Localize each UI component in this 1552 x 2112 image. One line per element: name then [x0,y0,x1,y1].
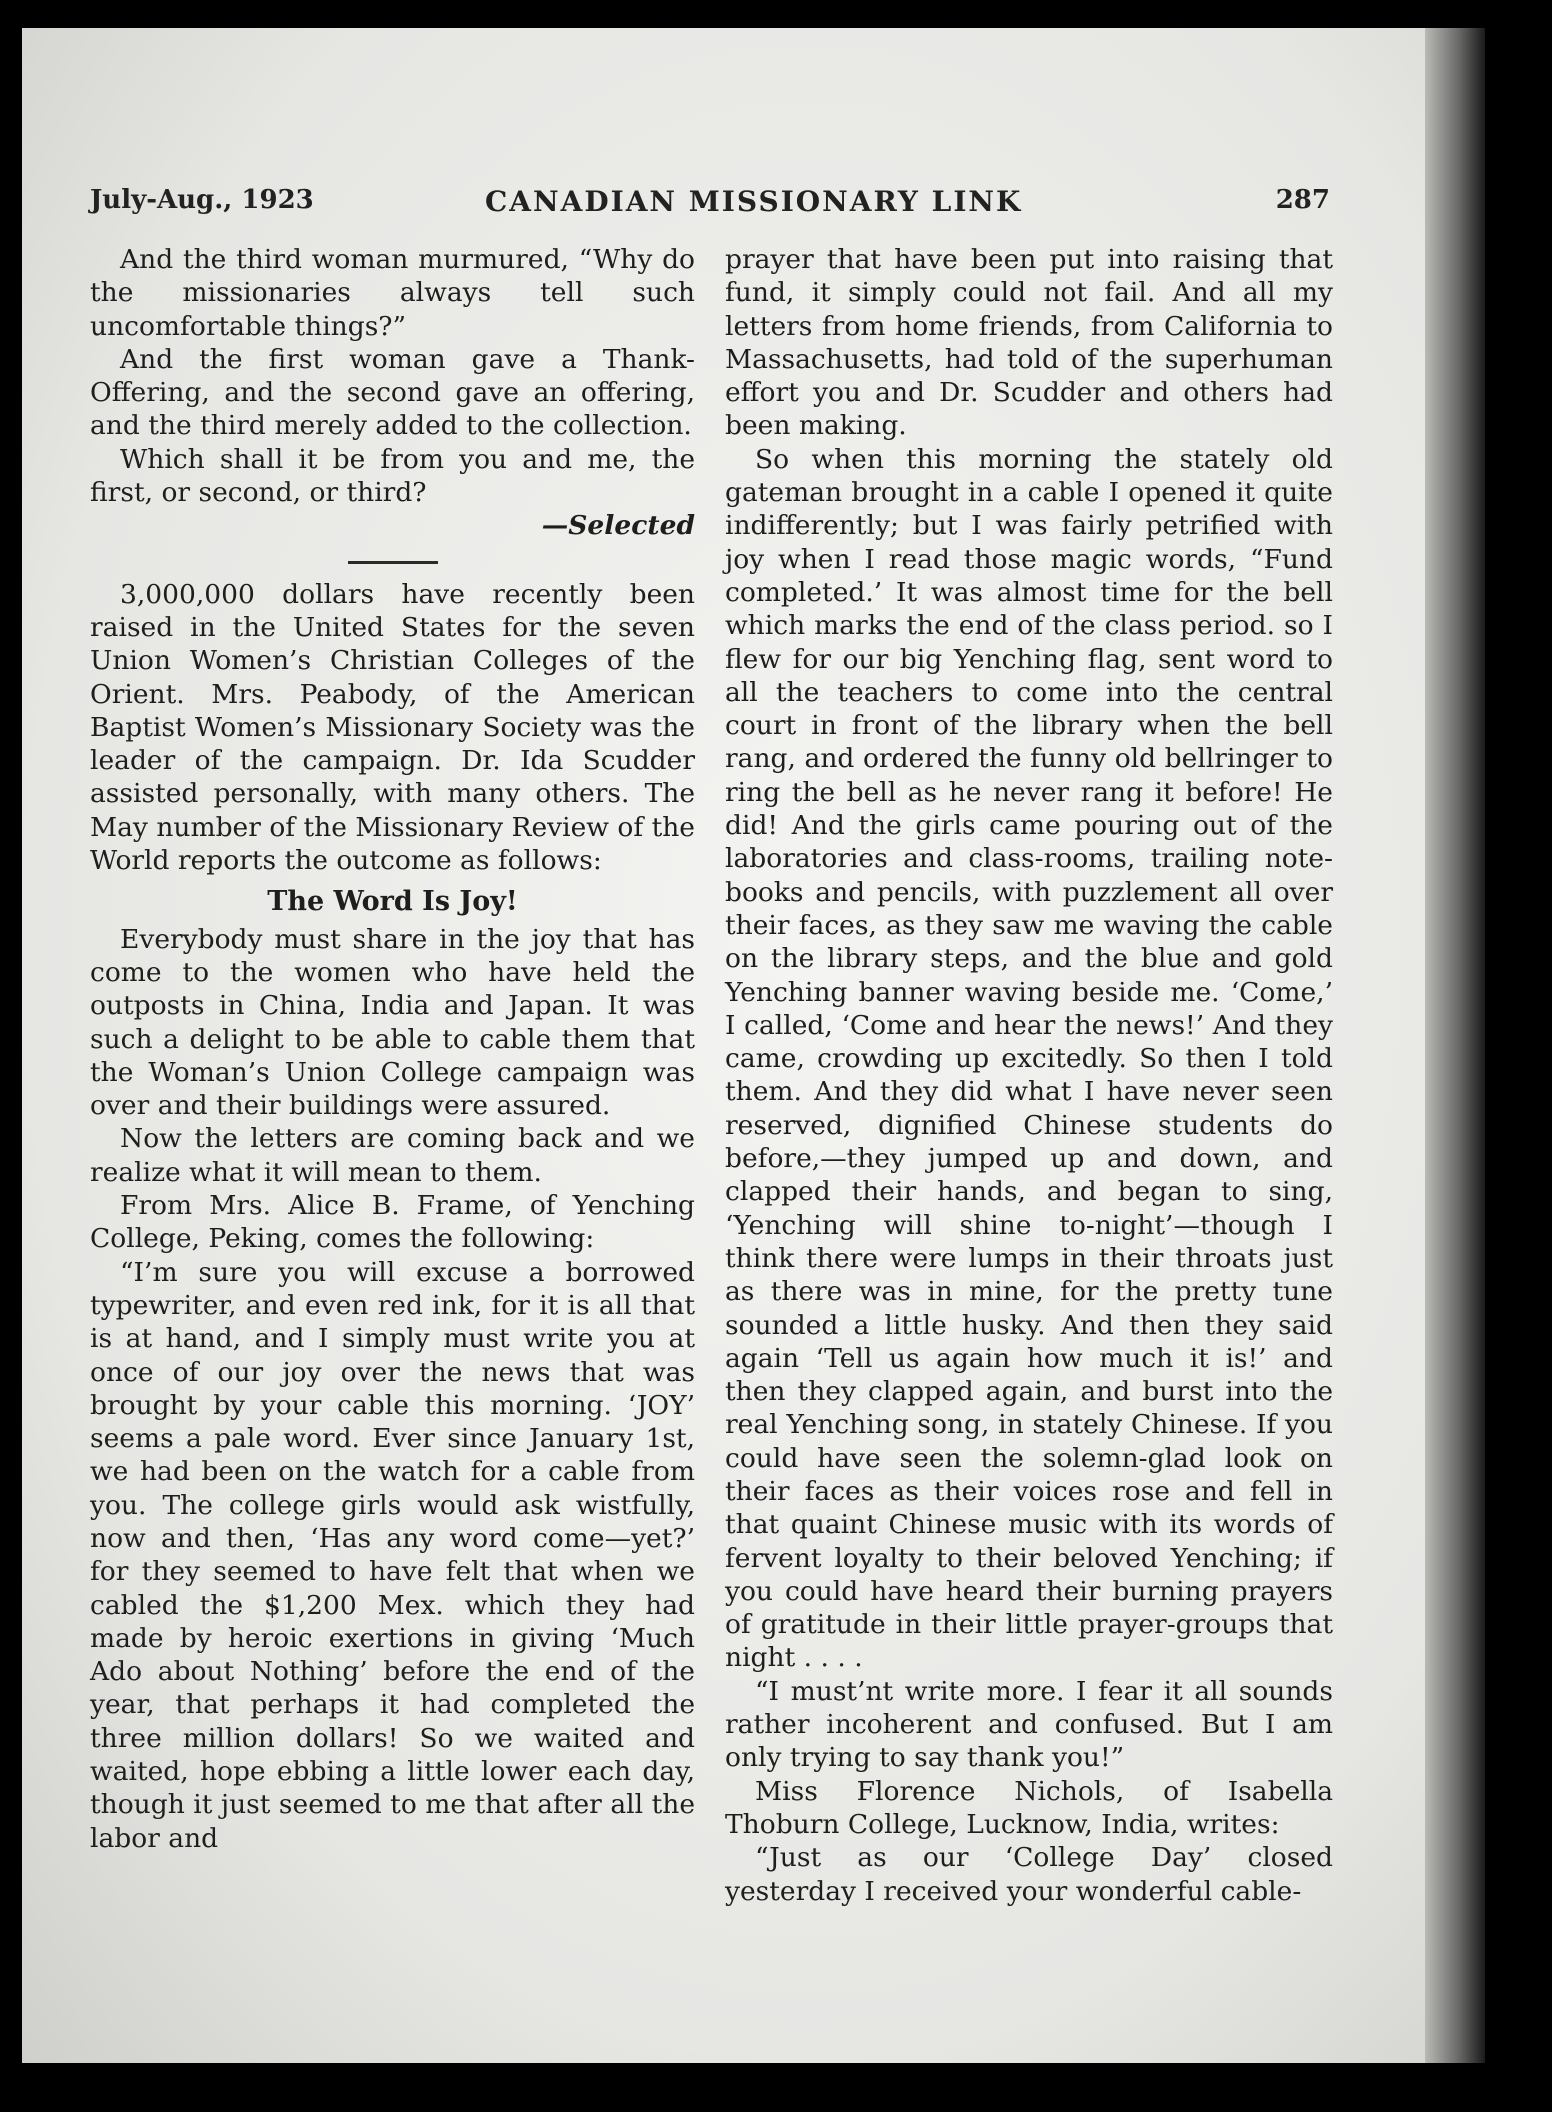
page-number: 287 [1275,185,1330,215]
paragraph: Miss Florence Nichols, of Isabella Thoburn College, Lucknow, India, writes: [725,1775,1333,1840]
paragraph: 3,000,000 dollars have recently been raised in the United States for the seven Union Women’s Christian Colleges of the Orient. Mrs. Peabody, of the American Baptist Women’s Missionary Society was the leader of the campaign. Dr. Ida Scudder assisted personally, with many others. The May number of the Missionary Review of the World reports the outcome as follows: [90,578,695,877]
section-divider [348,561,438,564]
paragraph: Everybody must share in the joy that has come to the women who have held the outposts in China, India and Japan. It was such a delight to be able to cable them that the Woman’s Union College campaign was over and their buildings were assured. [90,923,695,1122]
paragraph: “I’m sure you will excuse a borrowed typewriter, and even red ink, for it is all that is at hand, and I simply must write you at once of our joy over the news that was brought by your cable this morning. ‘JOY’ seems a pale word. Ever since January 1st, we had been on the watch for a cable from you. The college girls would ask wistfully, now and then, ‘Has any word come—yet?’ for they seemed to have felt that when we cabled the $1,200 Mex. which they had made by heroic exertions in giving ‘Much Ado about Nothing’ before the end of the year, that perhaps it had completed the three million dollars! So we waited and waited, hope ebbing a little lower each day, though it just seemed to me that after all the labor and [90,1256,695,1854]
paragraph: So when this morning the stately old gateman brought in a cable I opened it quite indifferently; but I was fairly petrified with joy when I read those magic words, “Fund completed.’ It was almost time for the bell which marks the end of the class period. so I flew for our big Yenching flag, sent word to all the teachers to come into the central court in front of the library when the bell rang, and ordered the funny old bellringer to ring the bell as he never rang it before! He did! And the girls came pouring out of the laboratories and class-rooms, trailing note-books and pencils, with puzzlement all over their faces, as they saw me waving the cable on the library steps, and the blue and gold Yenching banner waving beside me. ‘Come,’ I called, ‘Come and hear the news!’ And they came, crowding up excitedly. So then I told them. And they did what I have never seen reserved, dignified Chinese students do before,—they jumped up and down, and clapped their hands, and began to sing, ‘Yenching will shine to-night’—though I think there were lumps in their throats just as there was in mine, for the pretty tune sounded a little husky. And then they said again ‘Tell us again how much it is!’ and then they clapped again, and burst into the real Yenching song, in stately Chinese. If you could have seen the solemn-glad look on their faces as their voices rose and fell in that quaint Chinese music with its words of fervent loyalty to their beloved Yenching; if you could have heard their burning prayers of gratitude in their little prayer-groups that night . . . . [725,443,1333,1674]
running-header [90,185,1330,225]
issue-date: July-Aug., 1923 [90,185,314,215]
paragraph: Which shall it be from you and me, the first, or second, or third? [90,443,695,509]
section-heading: The Word Is Joy! [267,886,518,918]
paragraph: And the first woman gave a Thank-Offering, and the second gave an offering, and the third merely added to the collection. [90,343,695,442]
paragraph: From Mrs. Alice B. Frame, of Yenching College, Peking, comes the following: [90,1190,695,1255]
left-column [90,243,695,1855]
paragraph: prayer that have been put into raising that fund, it simply could not fail. And all my letters from home friends, from California to Massachusetts, had told of the superhuman effort you and Dr. Scudder and others had been making. [725,244,1333,442]
paragraph: “I must’nt write more. I fear it all sounds rather incoherent and confused. But I am only trying to say thank you!” [725,1675,1333,1774]
paragraph: “Just as our ‘College Day’ closed yesterday I received your wonderful cable- [725,1842,1333,1907]
right-column [725,243,1333,1908]
paragraph: Now the letters are coming back and we realize what it will mean to them. [90,1123,695,1188]
magazine-title: CANADIAN MISSIONARY LINK [485,185,1023,218]
paragraph: And the third woman murmured, “Why do the missionaries always tell such uncomfortable things?” [90,244,695,342]
credit-line: —Selected [541,510,695,542]
book-spine [1425,28,1485,2063]
